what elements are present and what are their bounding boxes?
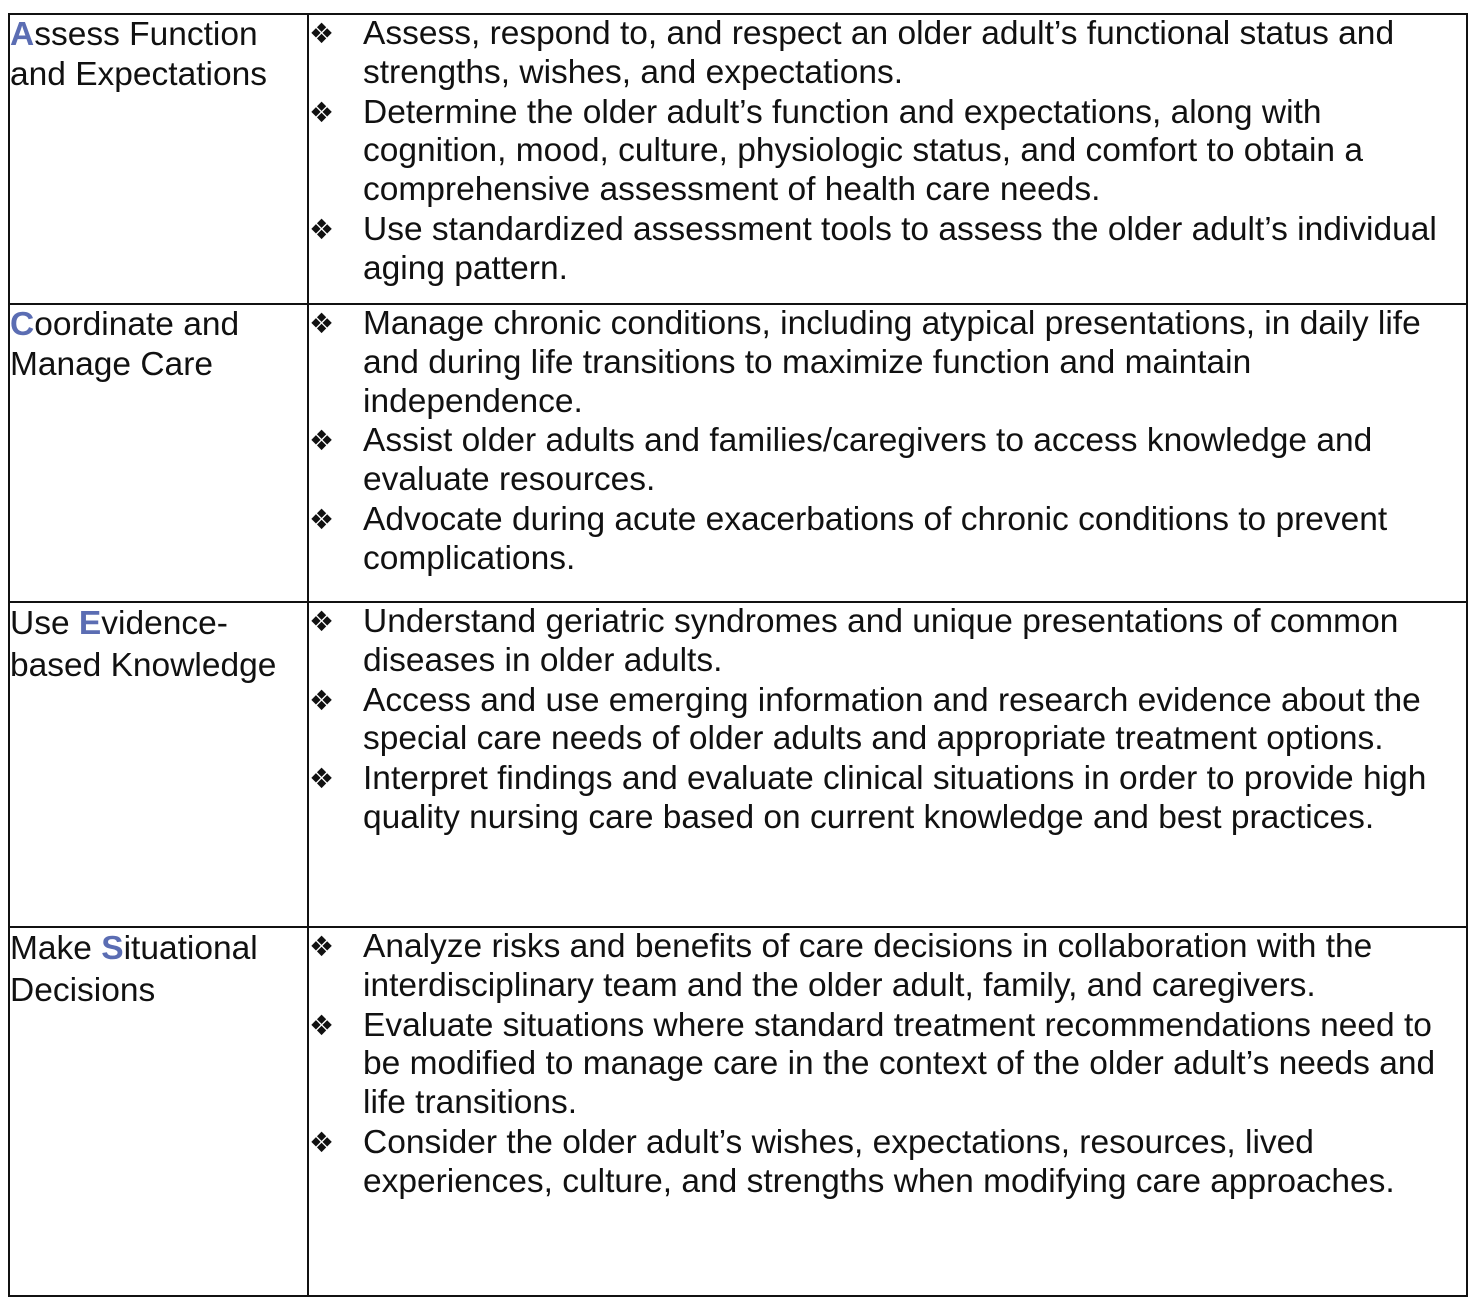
diamond-bullet-icon: ❖ (309, 212, 335, 246)
label-post: ituational Decisions (10, 930, 258, 1009)
accent-letter: E (78, 605, 102, 642)
list-item (309, 501, 1466, 579)
table-row (9, 14, 1467, 304)
list-item-text: Use standardized assessment tools to assess the older adult’s individual aging pattern. (363, 210, 1437, 287)
table-row (9, 602, 1467, 927)
bullet-list (309, 928, 1466, 1202)
list-item-text: Assess, respond to, and respect an older adult’s functional status and strengths, wishes, and expectations. (363, 15, 1395, 91)
list-item (309, 15, 1466, 93)
row-label-cell (9, 602, 308, 927)
accent-letter: C (10, 306, 35, 343)
list-item (309, 1007, 1466, 1123)
row-items-cell (308, 14, 1467, 304)
list-item-text: Advocate during acute exacerbations of chronic conditions to prevent complications. (363, 500, 1388, 577)
label-post: oordinate and Manage Care (10, 306, 240, 383)
row-items-cell (308, 927, 1467, 1296)
list-item-text: Assist older adults and families/caregivers to access knowledge and evaluate resources. (363, 422, 1373, 499)
list-item-text: Consider the older adult’s wishes, expectations, resources, lived experiences, culture, and strengths when modifying care approaches. (363, 1123, 1395, 1200)
list-item (309, 760, 1466, 838)
label-pre: Use (10, 605, 79, 642)
list-item-text: Access and use emerging information and research evidence about the special care needs of older adults and appropriate treatment options. (363, 681, 1421, 758)
list-item (309, 928, 1466, 1006)
bullet-list (309, 15, 1466, 289)
list-item (309, 422, 1466, 500)
diamond-bullet-icon: ❖ (309, 424, 335, 458)
list-item (309, 1124, 1466, 1202)
list-item (309, 211, 1466, 289)
list-item (309, 94, 1466, 210)
diamond-bullet-icon: ❖ (309, 1125, 335, 1159)
diamond-bullet-icon: ❖ (309, 930, 335, 963)
list-item-text: Interpret findings and evaluate clinical situations in order to provide high quality nursing care based on current knowledge and best practices. (363, 760, 1427, 836)
diamond-bullet-icon: ❖ (309, 502, 335, 536)
label-post: ssess Function and Expectations (10, 16, 268, 93)
table-row (9, 304, 1467, 602)
accent-letter: S (101, 930, 124, 967)
diamond-bullet-icon: ❖ (309, 95, 335, 129)
list-item-text: Evaluate situations where standard treatment recommendations need to be modified to manage care in the context of the older adult’s needs and life transitions. (363, 1006, 1436, 1122)
row-label-cell (9, 304, 308, 602)
row-items-cell (308, 304, 1467, 602)
diamond-bullet-icon: ❖ (309, 1008, 335, 1042)
list-item-text: Determine the older adult’s function and expectations, along with cognition, mood, culture, physiologic status, and comfort to obtain a comprehensive assessment of health care needs. (363, 93, 1363, 209)
bullet-list (309, 305, 1466, 579)
diamond-bullet-icon: ❖ (309, 17, 335, 50)
diamond-bullet-icon: ❖ (309, 605, 335, 638)
list-item-text: Analyze risks and benefits of care decisions in collaboration with the interdisciplinary team and the older adult, family, and caregivers. (363, 928, 1373, 1004)
row-items-cell (308, 602, 1467, 927)
list-item (309, 603, 1466, 681)
table-row (9, 927, 1467, 1296)
ace-table (8, 13, 1468, 1297)
list-item-text: Understand geriatric syndromes and unique presentations of common diseases in older adults. (363, 603, 1399, 679)
list-item (309, 682, 1466, 760)
diamond-bullet-icon: ❖ (309, 683, 335, 717)
diamond-bullet-icon: ❖ (309, 762, 335, 796)
list-item (309, 305, 1466, 421)
row-label-cell (9, 14, 308, 304)
diamond-bullet-icon: ❖ (309, 307, 335, 340)
row-label-cell (9, 927, 308, 1296)
accent-letter: A (10, 16, 35, 53)
bullet-list (309, 603, 1466, 838)
label-pre: Make (10, 930, 102, 967)
label-post: vidence-based Knowledge (10, 605, 277, 684)
list-item-text: Manage chronic conditions, including atypical presentations, in daily life and during life transitions to maximize function and maintain independence. (363, 305, 1421, 420)
